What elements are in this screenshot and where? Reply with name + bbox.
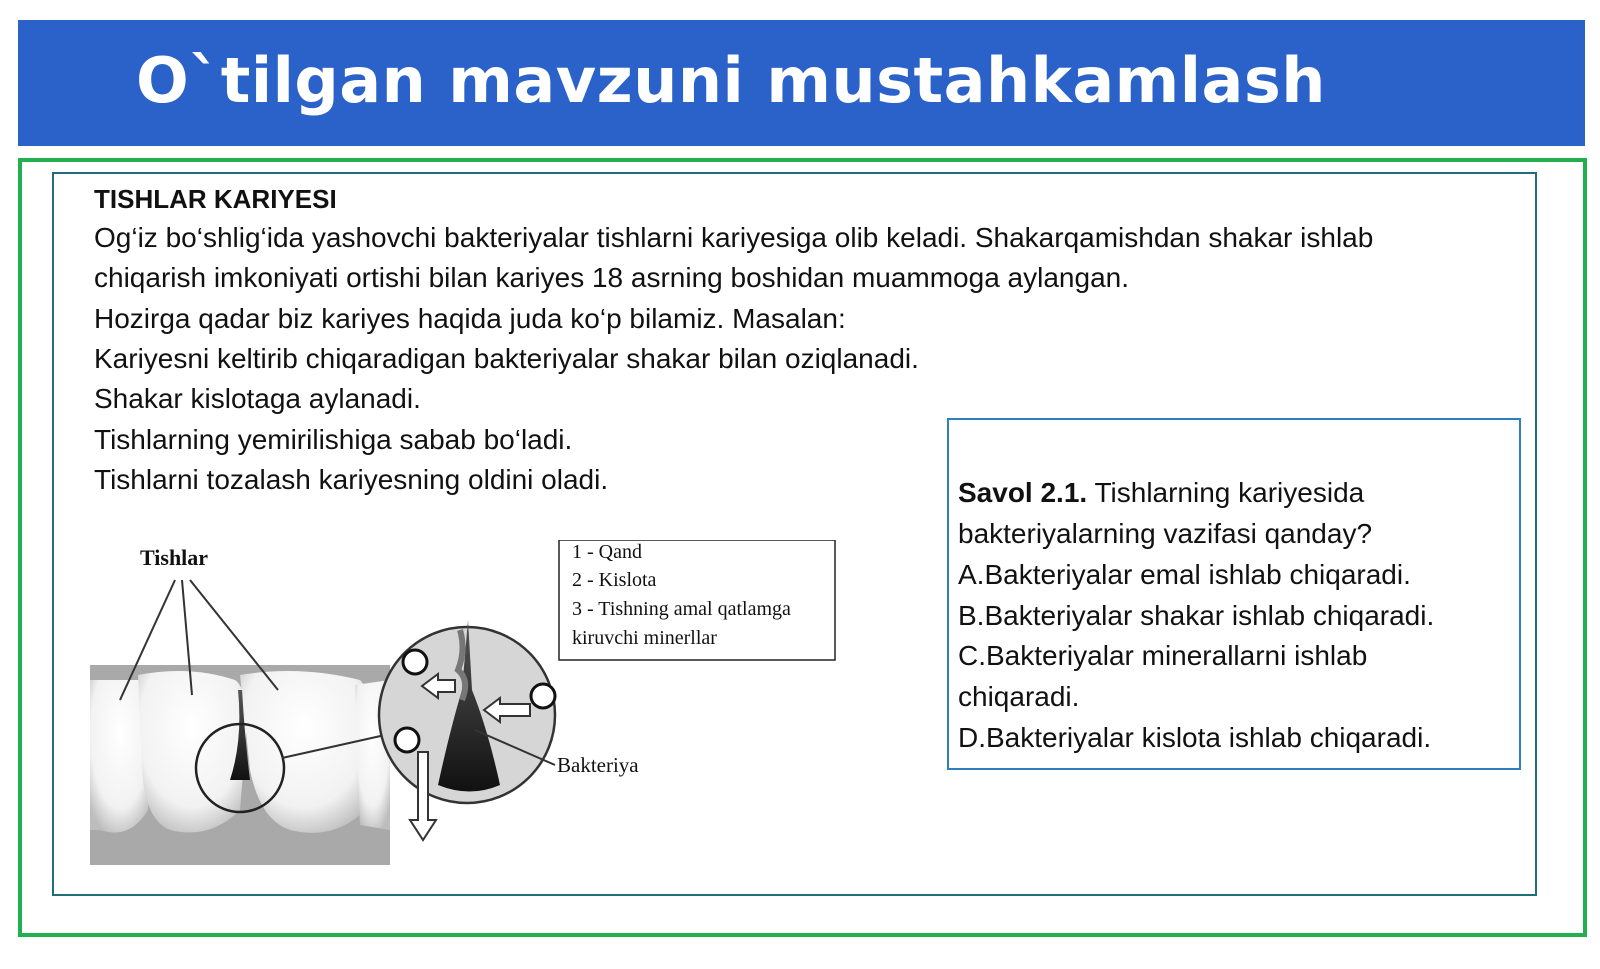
legend-item-3: 3 - Tishning amal qatlamga [572,598,791,620]
bacteria-label: Bakteriya [557,753,639,777]
question-box [947,418,1521,770]
article-title: TISHLAR KARIYESI [94,184,337,214]
legend-item-1: 1 - Qand [572,541,642,563]
question-prompt [958,477,1364,509]
particle-mineral [395,728,419,752]
question-prompt-text: Tishlarning kariyesida [1087,477,1365,508]
article-line: Tishlarni tozalash kariyesning oldini oladi. [94,464,609,495]
answer-option-a: A.Bakteriyalar emal ishlab chiqaradi. [958,559,1411,590]
answer-option-b: B.Bakteriyalar shakar ishlab chiqaradi. [958,600,1435,631]
particle-acid [531,684,555,708]
question-label: Savol 2.1. [958,477,1088,508]
answer-option-d: D.Bakteriyalar kislota ishlab chiqaradi. [958,722,1432,753]
tooth-middle [138,671,246,833]
page-title: O`tilgan mavzuni mustahkamlash [136,44,1326,117]
legend-item-2: 2 - Kislota [572,569,657,591]
article-line: Hozirga qadar biz kariyes haqida juda ko‘p bilamiz. Masalan: [94,303,846,334]
particle-sugar [403,650,427,674]
teeth-label: Tishlar [140,545,209,570]
question-prompt-cont: bakteriyalarning vazifasi qanday? [958,518,1373,549]
answer-option-c-cont: chiqaradi. [958,681,1080,712]
article-line: Shakar kislotaga aylanadi. [94,383,421,414]
article-line: Tishlarning yemirilishiga sabab bo‘ladi. [94,424,573,455]
article-line: Kariyesni keltirib chiqaradigan bakteriyalar shakar bilan oziqlanadi. [94,343,919,374]
header-banner [18,20,1585,146]
legend-item-3-cont: kiruvchi minerllar [572,627,717,649]
article-line: Og‘iz bo‘shlig‘ida yashovchi bakteriyalar tishlarni kariyesiga olib keladi. Shakarqamishdan shakar ishlab [94,222,1374,253]
answer-option-c: C.Bakteriyalar minerallarni ishlab [958,640,1368,671]
tooth-caries-diagram [60,540,860,880]
article-line: chiqarish imkoniyati ortishi bilan kariyes 18 asrning boshidan muammoga aylangan. [94,262,1129,293]
